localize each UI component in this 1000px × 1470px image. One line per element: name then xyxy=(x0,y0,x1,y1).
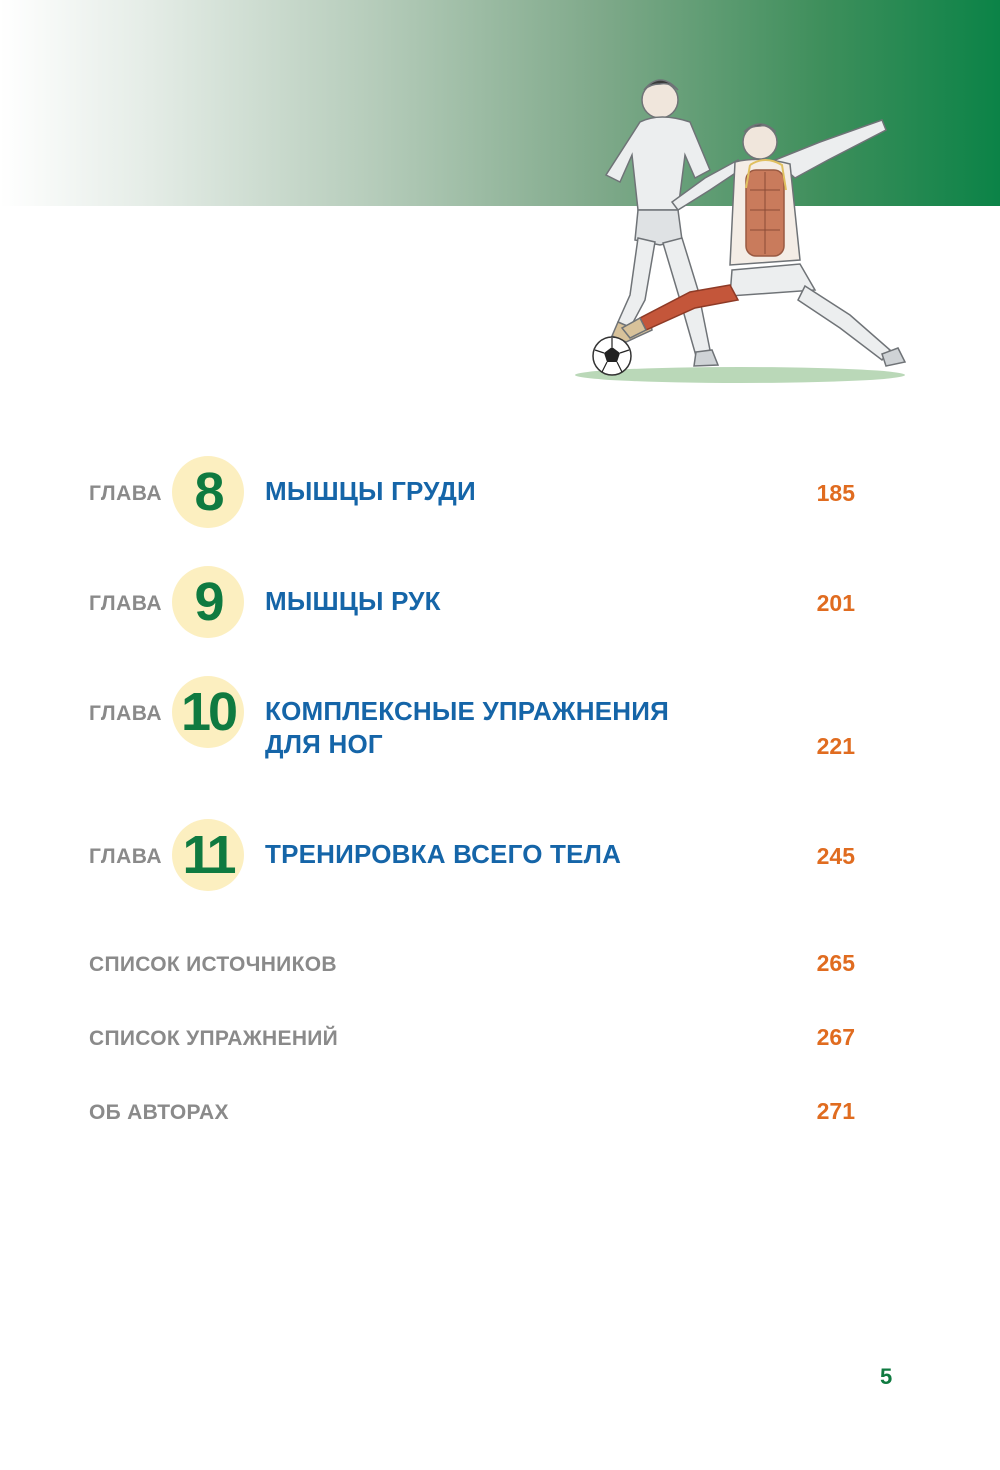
toc-entry-chapter-8[interactable] xyxy=(0,456,1000,528)
chapter-label: ГЛАВА xyxy=(89,592,163,615)
chapter-title: ТРЕНИРОВКА ВСЕГО ТЕЛА xyxy=(265,839,622,869)
section-page-number: 271 xyxy=(816,1098,855,1124)
toc-entry-exercise-list[interactable] xyxy=(0,1024,1000,1054)
section-page-number: 267 xyxy=(816,1024,855,1050)
chapter-page-number: 221 xyxy=(816,733,855,759)
chapter-title-line-2: ДЛЯ НОГ xyxy=(265,729,383,759)
soccer-players-anatomy-illustration xyxy=(560,60,920,405)
chapter-title-line-1: КОМПЛЕКСНЫЕ УПРАЖНЕНИЯ xyxy=(265,696,669,726)
section-title: СПИСОК ИСТОЧНИКОВ xyxy=(89,953,337,976)
chapter-label: ГЛАВА xyxy=(89,702,163,725)
chapter-label: ГЛАВА xyxy=(89,482,163,505)
section-title: ОБ АВТОРАХ xyxy=(89,1101,229,1124)
section-title: СПИСОК УПРАЖНЕНИЙ xyxy=(89,1027,339,1050)
chapter-number-badge: 10 xyxy=(172,676,244,748)
toc-entry-chapter-9[interactable] xyxy=(0,566,1000,638)
chapter-title: МЫШЦЫ ГРУДИ xyxy=(265,476,476,506)
chapter-number-badge: 8 xyxy=(172,456,244,528)
toc-entry-references[interactable] xyxy=(0,950,1000,980)
chapter-page-number: 201 xyxy=(816,590,855,616)
chapter-page-number: 185 xyxy=(816,480,855,506)
toc-entry-about-authors[interactable] xyxy=(0,1098,1000,1128)
chapter-label: ГЛАВА xyxy=(89,845,163,868)
soccer-ball-icon xyxy=(593,337,631,375)
chapter-page-number: 245 xyxy=(816,843,855,869)
page-folio-number: 5 xyxy=(880,1364,893,1389)
chapter-number-badge: 9 xyxy=(172,566,244,638)
chapter-number-badge: 11 xyxy=(172,819,244,891)
toc-entry-chapter-11[interactable] xyxy=(0,819,1000,891)
chapter-title: МЫШЦЫ РУК xyxy=(265,586,441,616)
toc-entry-chapter-10[interactable] xyxy=(0,676,1000,766)
section-page-number: 265 xyxy=(816,950,855,976)
